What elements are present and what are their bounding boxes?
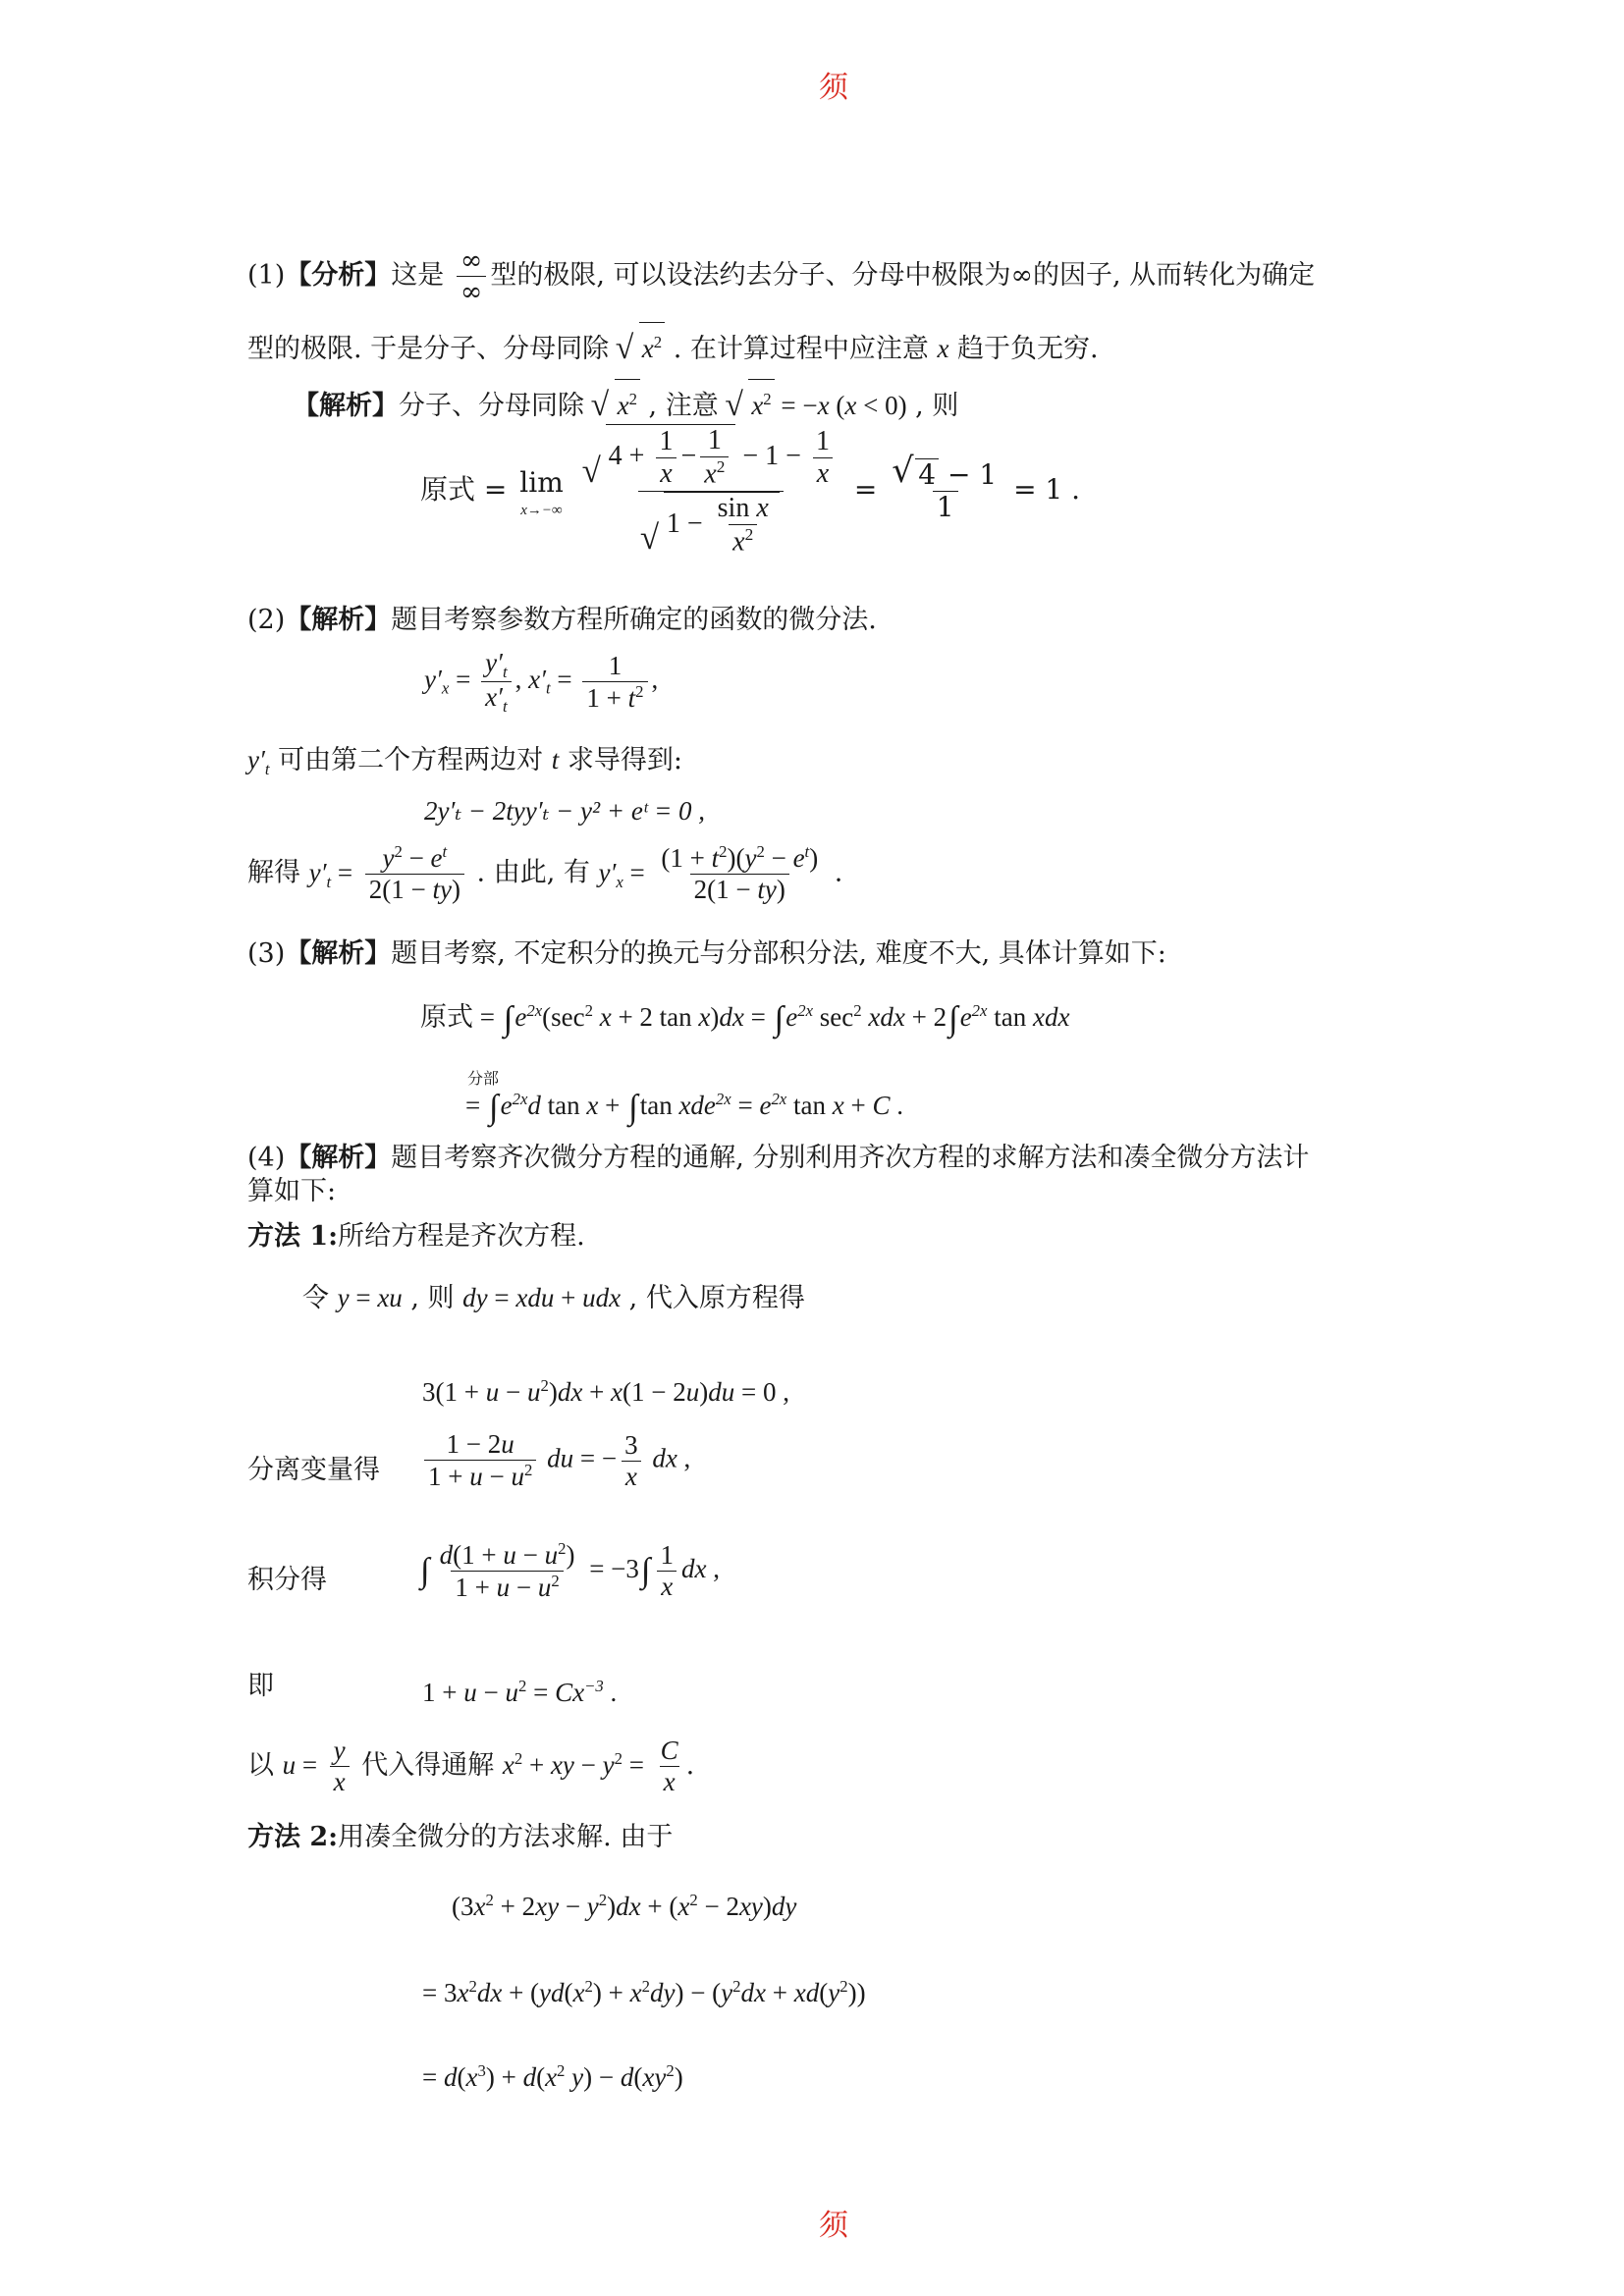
p4-method2-label: 方法 2: (247, 1822, 339, 1852)
p2-solve-line: 解得 $y'_t$ = $\frac{y^2 - e^t}{2(1 - ty)}$ . 由此, 有 $y'_x$ = $\frac{(1 + t^2)(y^2 - e^t)}{2(1 - ty)}$ . (247, 842, 843, 905)
p3-formula-line1: 原式 = $\int e^{2x}(\sec^2$ x + 2 $\tan x)dx = \int e^{2x}$ $\sec^2$ xdx + $2\int e^{2x}$ tan xdx (420, 999, 1070, 1039)
p4-label: (4) (247, 1143, 286, 1173)
p2-solve-c: . (834, 857, 843, 888)
p1-line2-b: . 在计算过程中应注意 (673, 334, 929, 365)
p2-derivative-formula: $y'_x$ = $\frac{y'_t}{x'_t}$ , $x'_t$ = $\frac{1}{1 + t^2}$ , (424, 648, 659, 716)
p2-solve-a: 解得 (247, 857, 300, 888)
p1-jiexi-a: 分子、分母同除 (399, 391, 584, 422)
p1-fenxi-tag: 【分析】 (285, 260, 392, 292)
p1-sqrt4-fraction: √ $\frac{4 - 1}{1}$ (890, 458, 1001, 523)
p1-jiexi-line: 【解析】分子、分母同除 √ $x^2$ , 注意 √ $x^2 = -x$ (x < 0) , 则 (293, 379, 958, 426)
p4-ling: 令 (302, 1283, 329, 1313)
p3-label: (3) (247, 938, 286, 969)
p4-exact-line1: $(3x^2 + 2xy - y^2)dx + (x^2 - 2xy)dy$ (452, 1891, 797, 1922)
p1-line2-c: 趋于负无穷. (957, 334, 1099, 365)
p1-jiexi-c: , 则 (915, 391, 959, 422)
p4-jifen: 积分得 (247, 1565, 327, 1595)
p2-note-b: 求导得到: (567, 745, 682, 775)
p4-intro-line1 (247, 1139, 1309, 1178)
p1-line2-a: 型的极限. 于是分子、分母同除 (247, 334, 610, 365)
p4-method2-line (247, 1818, 673, 1857)
p1-lim: lim x→−∞ (519, 466, 564, 519)
p4-daitong: 代入得通解 (361, 1750, 495, 1782)
p4-fenli-formula: $\frac{1 - 2u}{1 + u - u^2}$ du = − $\frac{3}{x}$ dx , (420, 1429, 690, 1492)
p3-jiexi-tag: 【解析】 (285, 938, 392, 969)
p4-intro-1: 题目考察齐次微分方程的通解, 分别利用齐次方程的求解方法和凑全微分方法计 (391, 1143, 1310, 1173)
p4-intro-line2: 算如下: (247, 1176, 337, 1206)
p2-intro: 题目考察参数方程所确定的函数的微分法. (391, 605, 877, 635)
p2-label: (2) (247, 605, 286, 635)
p4-method2-text: 用凑全微分的方法求解. 由于 (338, 1822, 674, 1852)
p1-line1-b: 型的极限, 可以设法约去分子、分母中极限为 (490, 260, 1011, 292)
p1-jiexi-tag: 【解析】 (293, 391, 399, 422)
p1-big-fraction: √ 4 + $\frac{1}{x}$ − $\frac{1}{x^2}$ − 1 − $\frac{1}{x}$ √ 1 − $\frac{\text{sin x}}{x^2}$ (580, 424, 841, 559)
p1-jiexi-b: , 注意 (648, 391, 719, 422)
p4-yi: 以 (247, 1750, 274, 1782)
p1-result: = 1 . (1013, 472, 1081, 506)
p4-ze: , 则 (410, 1283, 455, 1313)
p1-line1-c: 的因子, 从而转化为确定 (1033, 260, 1316, 292)
p3-fenbu-label: 分部 (467, 1069, 500, 1088)
p2-intro-line (247, 601, 877, 640)
p3-intro-line (247, 934, 1166, 974)
p1-main-formula: 原式 = lim x→−∞ √ 4 + $\frac{1}{x}$ − $\frac{1}{x^2}$ − 1 − $\frac{1}{x}$ √ 1 − $\frac{\text{sin x}}{x^2}$ = √ $\frac{4 - 1}{1}$ = 1 . (420, 424, 1080, 559)
footer-mark: 须 (819, 2209, 848, 2243)
p4-eq-separable: $3(1 + u - u^2)dx + x(1 - 2u)du = 0$ , (422, 1376, 789, 1408)
p2-note-line: $y'_t$ 可由第二个方程两边对 t 求导得到: (247, 745, 682, 778)
p4-exact-line3: = $d(x^3) + d(x^2$ $y) - d(xy^2)$ (422, 2061, 683, 2093)
p2-solve-b: . 由此, 有 (476, 857, 590, 888)
p1-inf-over-inf: $\frac{\infty}{\infty}$ (457, 245, 487, 307)
p3-intro: 题目考察, 不定积分的换元与分部积分法, 难度不大, 具体计算如下: (391, 938, 1166, 969)
p1-yuanshi: 原式 (420, 472, 476, 506)
p4-method1-label: 方法 1: (247, 1221, 339, 1252)
p4-ji-line (247, 1667, 274, 1706)
p4-jifen-formula: ∫ $\frac{d(1 + u - u^2)}{1 + u - u^2}$ = −3∫ $\frac{1}{x}$ dx , (420, 1539, 720, 1603)
p4-jifen-line (247, 1561, 327, 1600)
p4-fenli: 分离变量得 (247, 1455, 380, 1485)
p1-sqrt-x2-b: √ $x^2$ (593, 379, 640, 425)
p4-fenli-line (247, 1451, 380, 1490)
p1-analysis-line2: 型的极限. 于是分子、分母同除 √ $x^2$ . 在计算过程中应注意 x 趋于负无穷. (247, 322, 1099, 369)
p2-equation: 2y′ₜ − 2tyy′ₜ − y² + eᵗ = 0 , (424, 796, 706, 826)
p4-method1-text: 所给方程是齐次方程. (338, 1221, 585, 1252)
p1-analysis-line1: (1)【分析】这是 $\frac{\infty}{\infty}$ 型的极限, 可以设法约去分子、分母中极限为∞的因子, 从而转化为确定 (247, 245, 1316, 308)
p4-dairu: , 代入原方程得 (628, 1283, 805, 1313)
p1-sqrt-x2: √ $x^2$ (618, 322, 665, 368)
p2-note: 可由第二个方程两边对 (278, 745, 544, 775)
p4-method1-line (247, 1217, 585, 1256)
p4-yi-line: 以 u = $\frac{y}{x}$ 代入得通解 $x^2$ + xy − $y^2$ = $\frac{C}{x}$ . (247, 1735, 695, 1797)
p2-jiexi-tag: 【解析】 (285, 605, 392, 635)
p4-substitution-line: 令 y = xu , 则 dy = xdu + udx , 代入原方程得 (302, 1283, 805, 1313)
p4-ji: 即 (247, 1671, 274, 1701)
p1-label: (1) (247, 260, 286, 292)
p3-yuanshi: 原式 (420, 1002, 473, 1033)
p4-ji-formula: $1 + u - u^2 = Cx^{-3}$ . (422, 1677, 618, 1708)
header-mark: 须 (819, 71, 848, 105)
p4-exact-line2: = $3x^2dx + (yd(x^2) + x^2dy) - (y^2dx + xd(y^2))$ (422, 1977, 866, 2008)
p4-jiexi-tag: 【解析】 (285, 1143, 392, 1173)
p1-line1-a: 这是 (391, 260, 445, 292)
p3-formula-line2: = $\int e^{2x}d$ tan x + ∫tan $xde^{2x} = e^{2x}$ tan x + C . (465, 1088, 903, 1127)
